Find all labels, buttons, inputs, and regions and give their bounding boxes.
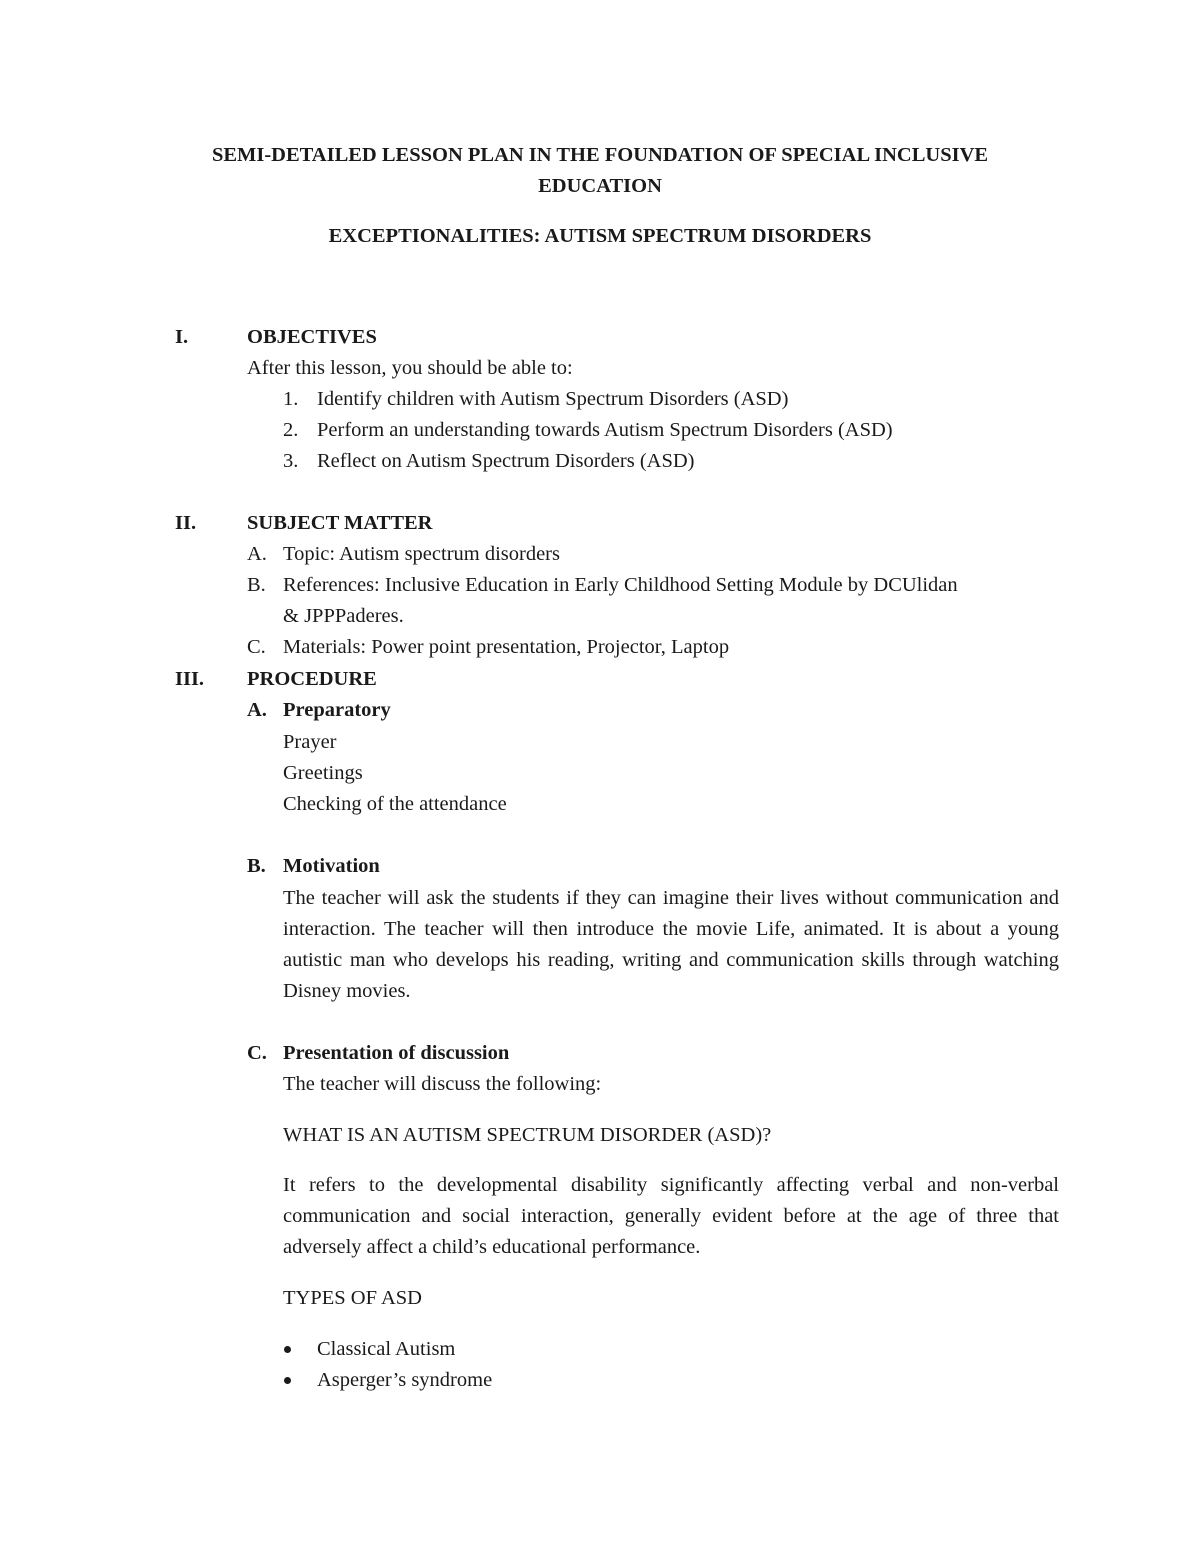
types-heading: TYPES OF ASD — [283, 1287, 422, 1309]
subsection-heading-preparatory: Preparatory — [283, 699, 391, 721]
asd-type-item: Classical Autism — [317, 1338, 456, 1360]
section-heading-objectives: OBJECTIVES — [247, 326, 377, 348]
procedure-letter: C. — [247, 1042, 267, 1064]
section-numeral-procedure: III. — [175, 668, 205, 690]
asd-definition-paragraph: It refers to the developmental disability significantly affecting verbal and non-verbal communication and social interaction, generally evident before at the age of three that adversely affect a child’s educational performance. — [283, 1174, 1059, 1258]
procedure-letter: A. — [247, 699, 267, 721]
presentation-intro: The teacher will discuss the following: — [283, 1073, 602, 1095]
procedure-letter: B. — [247, 855, 266, 877]
objective-number: 2. — [283, 419, 299, 441]
subject-matter-references: References: Inclusive Education in Early Childhood Setting Module by DCUlidan — [283, 574, 958, 596]
objective-number: 3. — [283, 450, 299, 472]
objective-item: Reflect on Autism Spectrum Disorders (ASD) — [317, 450, 695, 472]
document-title-line-1: SEMI-DETAILED LESSON PLAN IN THE FOUNDATION OF SPECIAL INCLUSIVE — [211, 144, 989, 166]
objective-item: Identify children with Autism Spectrum Disorders (ASD) — [317, 388, 789, 410]
preparatory-item: Prayer — [283, 731, 337, 753]
bullet-icon — [284, 1346, 291, 1353]
subject-matter-letter: A. — [247, 543, 267, 565]
subsection-heading-presentation: Presentation of discussion — [283, 1042, 510, 1064]
subject-matter-topic: Topic: Autism spectrum disorders — [283, 543, 560, 565]
asd-type-item: Asperger’s syndrome — [317, 1369, 493, 1391]
motivation-paragraph: The teacher will ask the students if they can imagine their lives without communication and interaction. The teacher will then introduce the movie Life, animated. It is about a young autistic man who develops his reading, writing and communication skills through watching Disney movies. — [283, 887, 1059, 1002]
preparatory-item: Checking of the attendance — [283, 793, 507, 815]
subject-matter-materials: Materials: Power point presentation, Projector, Laptop — [283, 636, 730, 658]
subsection-heading-motivation: Motivation — [283, 855, 380, 877]
section-numeral-subject-matter: II. — [175, 512, 197, 534]
document-title-line-2: EDUCATION — [538, 175, 662, 197]
subject-matter-references-cont: & JPPPaderes. — [283, 605, 404, 627]
preparatory-item: Greetings — [283, 762, 363, 784]
objective-number: 1. — [283, 388, 299, 410]
bullet-icon — [284, 1377, 291, 1384]
objectives-intro: After this lesson, you should be able to: — [247, 357, 573, 379]
presentation-question: WHAT IS AN AUTISM SPECTRUM DISORDER (ASD)? — [283, 1124, 772, 1146]
objective-item: Perform an understanding towards Autism Spectrum Disorders (ASD) — [317, 419, 893, 441]
section-heading-procedure: PROCEDURE — [247, 668, 377, 690]
section-numeral-objectives: I. — [175, 326, 189, 348]
subject-matter-letter: C. — [247, 636, 266, 658]
document-subtitle: EXCEPTIONALITIES: AUTISM SPECTRUM DISORDERS — [328, 225, 872, 247]
subject-matter-letter: B. — [247, 574, 266, 596]
section-heading-subject-matter: SUBJECT MATTER — [247, 512, 433, 534]
